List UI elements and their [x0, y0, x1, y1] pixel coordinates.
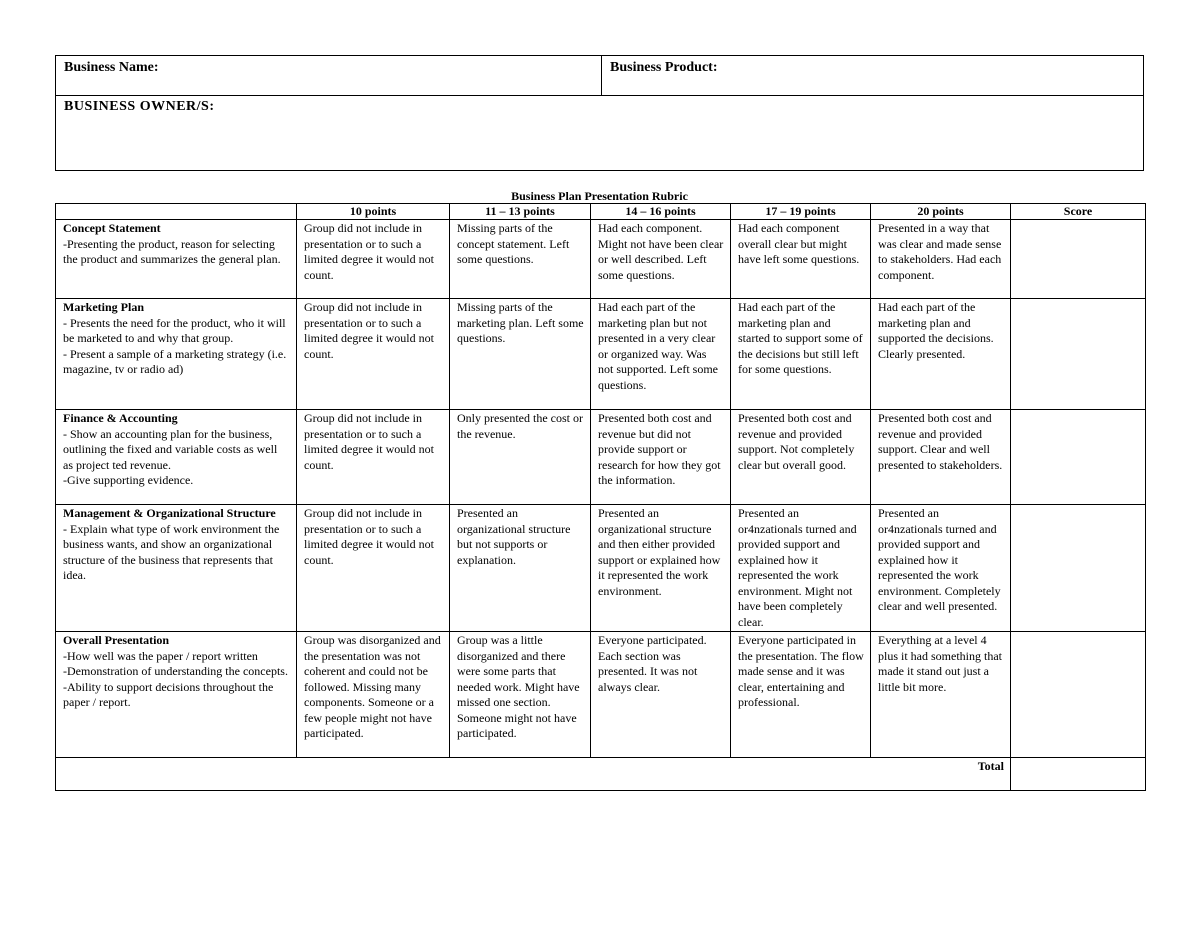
criteria-name: Concept Statement — [63, 221, 161, 235]
header-10-points: 10 points — [297, 204, 450, 220]
level-20-cell: Presented both cost and revenue and provided support. Clear and well presented to stakeholders. — [871, 410, 1011, 505]
score-cell[interactable] — [1011, 505, 1146, 632]
score-cell[interactable] — [1011, 220, 1146, 299]
rubric-header-row — [56, 204, 1146, 220]
level-10-cell: Group did not include in presentation or to such a limited degree it would not count. — [297, 220, 450, 299]
score-cell[interactable] — [1011, 410, 1146, 505]
header-11-13-points: 11 – 13 points — [450, 204, 591, 220]
level-20-cell: Had each part of the marketing plan and supported the decisions. Clearly presented. — [871, 299, 1011, 410]
level-10-cell: Group did not include in presentation or to such a limited degree it would not count. — [297, 505, 450, 632]
level-10-cell: Group did not include in presentation or to such a limited degree it would not count. — [297, 299, 450, 410]
rubric-title: Business Plan Presentation Rubric — [511, 189, 688, 203]
criteria-description: - Present a sample of a marketing strategy (i.e. magazine, tv or radio ad) — [63, 346, 287, 376]
criteria-description: - Show an accounting plan for the business, outlining the fixed and variable costs as well as project ted revenue. — [63, 426, 278, 472]
level-14-16-cell: Had each part of the marketing plan but not presented in a very clear or organized way. Was not supported. Left some questions. — [591, 299, 731, 410]
level-14-16-cell: Presented both cost and revenue but did not provide support or research for how they got the information. — [591, 410, 731, 505]
rubric-row-finance-accounting — [56, 410, 1146, 505]
criteria-name: Management & Organizational Structure — [63, 506, 276, 520]
level-11-13-cell: Only presented the cost or the revenue. — [450, 410, 591, 505]
business-product-label: Business Product: — [610, 60, 718, 75]
criteria-cell — [56, 632, 297, 758]
level-11-13-cell: Group was a little disorganized and there were some parts that needed work. Might have missed one section. Someone might not have participated. — [450, 632, 591, 758]
level-17-19-cell: Had each part of the marketing plan and started to support some of the decisions but still left for some questions. — [731, 299, 871, 410]
level-14-16-cell: Had each component. Might not have been clear or well described. Left some questions. — [591, 220, 731, 299]
criteria-name: Overall Presentation — [63, 633, 170, 647]
criteria-description: -Give supporting evidence. — [63, 473, 194, 487]
criteria-cell — [56, 299, 297, 410]
criteria-description: -Presenting the product, reason for selecting the product and summarizes the general plan. — [63, 236, 281, 266]
rubric-row-management-structure — [56, 505, 1146, 632]
business-name-field[interactable] — [56, 56, 602, 95]
criteria-description: -Demonstration of understanding the concepts. — [63, 664, 288, 678]
criteria-cell — [56, 410, 297, 505]
header-20-points: 20 points — [871, 204, 1011, 220]
level-17-19-cell: Everyone participated in the presentation. The flow made sense and it was clear, entertaining and professional. — [731, 632, 871, 758]
rubric-table — [55, 203, 1146, 791]
criteria-cell — [56, 505, 297, 632]
level-11-13-cell: Missing parts of the concept statement. Left some questions. — [450, 220, 591, 299]
level-20-cell: Presented an or4nzationals turned and provided support and explained how it represented the work environment. Completely clear and well presented. — [871, 505, 1011, 632]
criteria-description: - Presents the need for the product, who it will be marketed to and why that group. — [63, 315, 286, 345]
criteria-description: - Explain what type of work environment the business wants, and show an organizational structure of the business that represents that idea. — [63, 521, 280, 582]
business-product-field[interactable] — [602, 56, 1143, 95]
level-20-cell: Everything at a level 4 plus it had something that made it stand out just a little bit more. — [871, 632, 1011, 758]
rubric-row-overall-presentation — [56, 632, 1146, 758]
rubric-total-row — [56, 758, 1146, 791]
level-17-19-cell: Had each component overall clear but might have left some questions. — [731, 220, 871, 299]
business-info-top-row — [56, 56, 1143, 96]
criteria-cell — [56, 220, 297, 299]
level-11-13-cell: Presented an organizational structure but not supports or explanation. — [450, 505, 591, 632]
criteria-description: -Ability to support decisions throughout the paper / report. — [63, 679, 274, 709]
header-14-16-points: 14 – 16 points — [591, 204, 731, 220]
rubric-row-concept-statement — [56, 220, 1146, 299]
total-score-cell[interactable] — [1011, 758, 1146, 791]
business-owner-label: BUSINESS OWNER/S: — [64, 99, 215, 114]
header-17-19-points: 17 – 19 points — [731, 204, 871, 220]
business-info-box — [55, 55, 1144, 171]
business-name-label: Business Name: — [64, 60, 159, 75]
level-10-cell: Group was disorganized and the presentation was not coherent and could not be followed. Missing many components. Someone or a few people might not have participated. — [297, 632, 450, 758]
score-cell[interactable] — [1011, 632, 1146, 758]
criteria-name: Finance & Accounting — [63, 411, 178, 425]
level-14-16-cell: Presented an organizational structure and then either provided support or explained how it represented the work environment. — [591, 505, 731, 632]
total-label: Total — [56, 758, 1011, 791]
level-17-19-cell: Presented an or4nzationals turned and provided support and explained how it represented the work environment. Might not have been completely clear. — [731, 505, 871, 632]
rubric-row-marketing-plan — [56, 299, 1146, 410]
level-17-19-cell: Presented both cost and revenue and provided support. Not completely clear but overall good. — [731, 410, 871, 505]
level-14-16-cell: Everyone participated. Each section was presented. It was not always clear. — [591, 632, 731, 758]
criteria-description: -How well was the paper / report written — [63, 648, 258, 663]
score-cell[interactable] — [1011, 299, 1146, 410]
level-20-cell: Presented in a way that was clear and made sense to stakeholders. Had each component. — [871, 220, 1011, 299]
level-10-cell: Group did not include in presentation or to such a limited degree it would not count. — [297, 410, 450, 505]
criteria-name: Marketing Plan — [63, 300, 144, 314]
header-criteria — [56, 204, 297, 220]
level-11-13-cell: Missing parts of the marketing plan. Left some questions. — [450, 299, 591, 410]
header-score: Score — [1011, 204, 1146, 220]
